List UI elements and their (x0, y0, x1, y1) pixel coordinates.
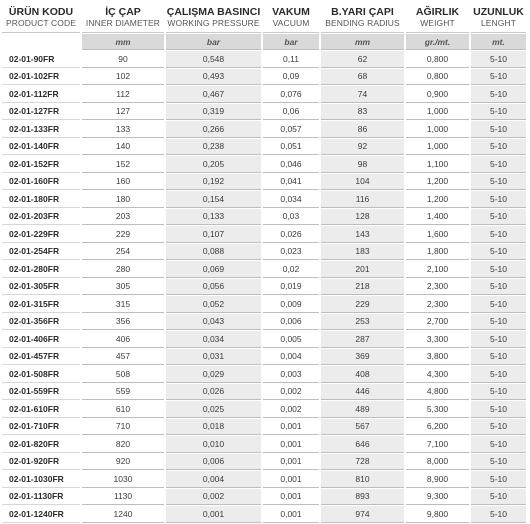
product-code-cell: 02-01-133FR (2, 121, 80, 138)
table-cell: 5-10 (471, 174, 526, 191)
table-cell: 5-10 (471, 419, 526, 436)
table-cell: 127 (82, 104, 164, 121)
table-cell: 0,001 (263, 471, 319, 488)
table-cell: 0,002 (166, 489, 261, 506)
product-code-cell: 02-01-610FR (2, 401, 80, 418)
product-code-cell: 02-01-920FR (2, 454, 80, 471)
table-cell: 2,300 (406, 296, 469, 313)
table-cell: 0,088 (166, 244, 261, 261)
product-code-cell: 02-01-280FR (2, 261, 80, 278)
table-cell: 406 (82, 331, 164, 348)
table-body (2, 51, 526, 523)
table-cell: 559 (82, 384, 164, 401)
table-cell: 83 (321, 104, 404, 121)
table-cell: 5-10 (471, 349, 526, 366)
table-cell: 610 (82, 401, 164, 418)
table-cell: 5-10 (471, 209, 526, 226)
table-cell: 728 (321, 454, 404, 471)
table-row (2, 314, 526, 331)
table-cell: 0,069 (166, 261, 261, 278)
table-cell: 180 (82, 191, 164, 208)
table-cell: 1240 (82, 506, 164, 523)
unit-cell: mt. (471, 34, 526, 50)
table-row (2, 261, 526, 278)
product-code-cell: 02-01-1030FR (2, 471, 80, 488)
table-cell: 0,192 (166, 174, 261, 191)
table-cell: 0,09 (263, 69, 319, 86)
table-row (2, 209, 526, 226)
table-cell: 369 (321, 349, 404, 366)
table-row (2, 349, 526, 366)
table-cell: 0,03 (263, 209, 319, 226)
table-cell: 408 (321, 366, 404, 383)
table-row (2, 454, 526, 471)
table-cell: 0,001 (263, 489, 319, 506)
table-cell: 160 (82, 174, 164, 191)
table-cell: 62 (321, 51, 404, 68)
product-code-cell: 02-01-160FR (2, 174, 80, 191)
column-title: B.YARI ÇAPI (331, 6, 394, 18)
product-code-cell: 02-01-356FR (2, 314, 80, 331)
table-row (2, 506, 526, 523)
column-subtitle: VACUUM (272, 18, 310, 28)
table-cell: 508 (82, 366, 164, 383)
table-cell: 7,100 (406, 436, 469, 453)
table-cell: 6,200 (406, 419, 469, 436)
unit-cell: bar (166, 34, 261, 50)
table-cell: 5-10 (471, 454, 526, 471)
unit-cell: gr./mt. (406, 34, 469, 50)
table-cell: 8,900 (406, 471, 469, 488)
product-code-cell: 02-01-1240FR (2, 506, 80, 523)
table-cell: 152 (82, 156, 164, 173)
table-cell: 4,800 (406, 384, 469, 401)
unit-cell: mm (82, 34, 164, 50)
table-cell: 5-10 (471, 401, 526, 418)
table-cell: 0,031 (166, 349, 261, 366)
table-row (2, 279, 526, 296)
table-cell: 0,467 (166, 86, 261, 103)
table-cell: 356 (82, 314, 164, 331)
table-cell: 128 (321, 209, 404, 226)
product-code-cell: 02-01-152FR (2, 156, 80, 173)
unit-cell: mm (321, 34, 404, 50)
table-cell: 143 (321, 226, 404, 243)
table-cell: 0,319 (166, 104, 261, 121)
table-cell: 0,009 (263, 296, 319, 313)
table-cell: 0,06 (263, 104, 319, 121)
table-cell: 90 (82, 51, 164, 68)
table-cell: 0,800 (406, 51, 469, 68)
product-code-cell: 02-01-102FR (2, 69, 80, 86)
table-row (2, 69, 526, 86)
table-cell: 0,107 (166, 226, 261, 243)
product-code-cell: 02-01-90FR (2, 51, 80, 68)
table-cell: 68 (321, 69, 404, 86)
table-cell: 315 (82, 296, 164, 313)
table-row (2, 384, 526, 401)
table-cell: 9,800 (406, 506, 469, 523)
table-cell: 0,019 (263, 279, 319, 296)
table-cell: 1130 (82, 489, 164, 506)
table-cell: 0,026 (166, 384, 261, 401)
table-cell: 201 (321, 261, 404, 278)
table-row (2, 471, 526, 488)
table-cell: 98 (321, 156, 404, 173)
table-cell: 287 (321, 331, 404, 348)
table-cell: 0,493 (166, 69, 261, 86)
table-cell: 5-10 (471, 261, 526, 278)
table-cell: 820 (82, 436, 164, 453)
column-header-inner-diameter (82, 3, 164, 33)
column-title: AĞIRLIK (415, 6, 460, 18)
table-cell: 3,300 (406, 331, 469, 348)
table-cell: 710 (82, 419, 164, 436)
table-cell: 140 (82, 139, 164, 156)
table-cell: 0,004 (263, 349, 319, 366)
table-cell: 0,051 (263, 139, 319, 156)
table-cell: 5-10 (471, 86, 526, 103)
table-cell: 5-10 (471, 506, 526, 523)
table-cell: 0,026 (263, 226, 319, 243)
table-cell: 116 (321, 191, 404, 208)
table-cell: 0,238 (166, 139, 261, 156)
product-code-cell: 02-01-457FR (2, 349, 80, 366)
table-cell: 974 (321, 506, 404, 523)
header-row (2, 3, 526, 33)
table-cell: 1,000 (406, 104, 469, 121)
table-cell: 2,300 (406, 279, 469, 296)
column-subtitle: BENDING RADIUS (325, 18, 400, 28)
table-row (2, 244, 526, 261)
column-header-bending-radius (321, 3, 404, 33)
table-cell: 1,000 (406, 121, 469, 138)
table-row (2, 86, 526, 103)
table-cell: 5-10 (471, 139, 526, 156)
table-row (2, 331, 526, 348)
product-code-cell: 02-01-254FR (2, 244, 80, 261)
table-row (2, 174, 526, 191)
table-cell: 920 (82, 454, 164, 471)
table-cell: 2,700 (406, 314, 469, 331)
table-cell: 5-10 (471, 69, 526, 86)
table-cell: 0,052 (166, 296, 261, 313)
table-cell: 0,002 (263, 384, 319, 401)
table-row (2, 366, 526, 383)
column-subtitle: INNER DIAMETER (85, 18, 161, 28)
table-cell: 1030 (82, 471, 164, 488)
product-code-cell: 02-01-180FR (2, 191, 80, 208)
table-cell: 0,002 (263, 401, 319, 418)
column-title: UZUNLUK (473, 6, 524, 18)
table-cell: 218 (321, 279, 404, 296)
table-cell: 0,900 (406, 86, 469, 103)
table-cell: 0,004 (166, 471, 261, 488)
table-cell: 0,006 (166, 454, 261, 471)
table-cell: 0,154 (166, 191, 261, 208)
table-cell: 0,034 (166, 331, 261, 348)
table-cell: 1,000 (406, 139, 469, 156)
column-subtitle: LENGHT (480, 18, 517, 28)
column-header-length (471, 3, 526, 33)
table-cell: 2,100 (406, 261, 469, 278)
unit-cell-blank (2, 34, 80, 50)
table-cell: 646 (321, 436, 404, 453)
column-header-weight (406, 3, 469, 33)
table-cell: 254 (82, 244, 164, 261)
table-cell: 0,046 (263, 156, 319, 173)
table-cell: 1,100 (406, 156, 469, 173)
table-cell: 102 (82, 69, 164, 86)
table-cell: 5-10 (471, 489, 526, 506)
product-code-cell: 02-01-508FR (2, 366, 80, 383)
column-header-working-pressure (166, 3, 261, 33)
table-row (2, 226, 526, 243)
table-cell: 0,056 (166, 279, 261, 296)
table-cell: 0,023 (263, 244, 319, 261)
table-cell: 5-10 (471, 156, 526, 173)
column-subtitle: PRODUCT CODE (6, 18, 76, 28)
table-cell: 0,001 (263, 506, 319, 523)
table-cell: 0,041 (263, 174, 319, 191)
table-cell: 0,205 (166, 156, 261, 173)
table-cell: 112 (82, 86, 164, 103)
table-cell: 280 (82, 261, 164, 278)
table-cell: 1,800 (406, 244, 469, 261)
table-cell: 489 (321, 401, 404, 418)
product-spec-table (0, 2, 528, 524)
table-cell: 92 (321, 139, 404, 156)
table-cell: 457 (82, 349, 164, 366)
product-code-cell: 02-01-305FR (2, 279, 80, 296)
table-cell: 1,600 (406, 226, 469, 243)
table-cell: 5-10 (471, 104, 526, 121)
column-header-vacuum (263, 3, 319, 33)
table-cell: 1,200 (406, 174, 469, 191)
table-cell: 5-10 (471, 366, 526, 383)
table-cell: 203 (82, 209, 164, 226)
table-cell: 133 (82, 121, 164, 138)
table-cell: 567 (321, 419, 404, 436)
table-cell: 0,025 (166, 401, 261, 418)
table-cell: 5-10 (471, 244, 526, 261)
table-cell: 5-10 (471, 436, 526, 453)
table-cell: 253 (321, 314, 404, 331)
table-cell: 1,400 (406, 209, 469, 226)
table-row (2, 191, 526, 208)
table-cell: 1,200 (406, 191, 469, 208)
table-cell: 0,266 (166, 121, 261, 138)
column-title: ÜRÜN KODU (8, 6, 74, 18)
product-code-cell: 02-01-820FR (2, 436, 80, 453)
table-row (2, 296, 526, 313)
table-cell: 5-10 (471, 331, 526, 348)
table-cell: 104 (321, 174, 404, 191)
table-cell: 0,003 (263, 366, 319, 383)
column-title: VAKUM (272, 6, 310, 18)
column-title: ÇALIŞMA BASINCI (166, 6, 261, 18)
table-cell: 0,006 (263, 314, 319, 331)
column-subtitle: WEIGHT (420, 18, 455, 28)
table-cell: 9,300 (406, 489, 469, 506)
table-cell: 229 (82, 226, 164, 243)
table-cell: 305 (82, 279, 164, 296)
table-cell: 0,018 (166, 419, 261, 436)
table-row (2, 436, 526, 453)
table-row (2, 121, 526, 138)
table-cell: 0,029 (166, 366, 261, 383)
table-cell: 5,300 (406, 401, 469, 418)
table-cell: 3,800 (406, 349, 469, 366)
product-code-cell: 02-01-315FR (2, 296, 80, 313)
table-cell: 5-10 (471, 191, 526, 208)
column-subtitle: WORKING PRESSURE (167, 18, 260, 28)
table-row (2, 139, 526, 156)
table-cell: 0,800 (406, 69, 469, 86)
table-cell: 5-10 (471, 384, 526, 401)
product-code-cell: 02-01-203FR (2, 209, 80, 226)
table-row (2, 156, 526, 173)
table-cell: 5-10 (471, 279, 526, 296)
table-cell: 0,076 (263, 86, 319, 103)
table-row (2, 104, 526, 121)
table-cell: 5-10 (471, 296, 526, 313)
table-cell: 8,000 (406, 454, 469, 471)
table-cell: 4,300 (406, 366, 469, 383)
table-cell: 0,548 (166, 51, 261, 68)
table-row (2, 419, 526, 436)
table-cell: 0,001 (263, 454, 319, 471)
table-row (2, 51, 526, 68)
product-code-cell: 02-01-127FR (2, 104, 80, 121)
table-cell: 5-10 (471, 51, 526, 68)
table-cell: 0,043 (166, 314, 261, 331)
table-cell: 5-10 (471, 226, 526, 243)
product-code-cell: 02-01-112FR (2, 86, 80, 103)
product-code-cell: 02-01-140FR (2, 139, 80, 156)
table-cell: 0,010 (166, 436, 261, 453)
table-cell: 0,001 (263, 436, 319, 453)
table-cell: 893 (321, 489, 404, 506)
table-row (2, 401, 526, 418)
table-cell: 5-10 (471, 121, 526, 138)
table-cell: 0,001 (166, 506, 261, 523)
table-cell: 5-10 (471, 471, 526, 488)
unit-cell: bar (263, 34, 319, 50)
table-cell: 74 (321, 86, 404, 103)
table-cell: 86 (321, 121, 404, 138)
product-code-cell: 02-01-1130FR (2, 489, 80, 506)
table-cell: 0,057 (263, 121, 319, 138)
table-cell: 0,034 (263, 191, 319, 208)
table-cell: 0,005 (263, 331, 319, 348)
product-code-cell: 02-01-710FR (2, 419, 80, 436)
table-cell: 810 (321, 471, 404, 488)
product-code-cell: 02-01-229FR (2, 226, 80, 243)
column-title: İÇ ÇAP (105, 6, 141, 18)
table-cell: 183 (321, 244, 404, 261)
table-cell: 446 (321, 384, 404, 401)
table-cell: 0,02 (263, 261, 319, 278)
product-code-cell: 02-01-406FR (2, 331, 80, 348)
product-code-cell: 02-01-559FR (2, 384, 80, 401)
column-header-product-code (2, 3, 80, 33)
table-cell: 229 (321, 296, 404, 313)
unit-row (2, 34, 526, 50)
table-cell: 0,11 (263, 51, 319, 68)
table-cell: 0,133 (166, 209, 261, 226)
table-cell: 0,001 (263, 419, 319, 436)
table-cell: 5-10 (471, 314, 526, 331)
table-row (2, 489, 526, 506)
